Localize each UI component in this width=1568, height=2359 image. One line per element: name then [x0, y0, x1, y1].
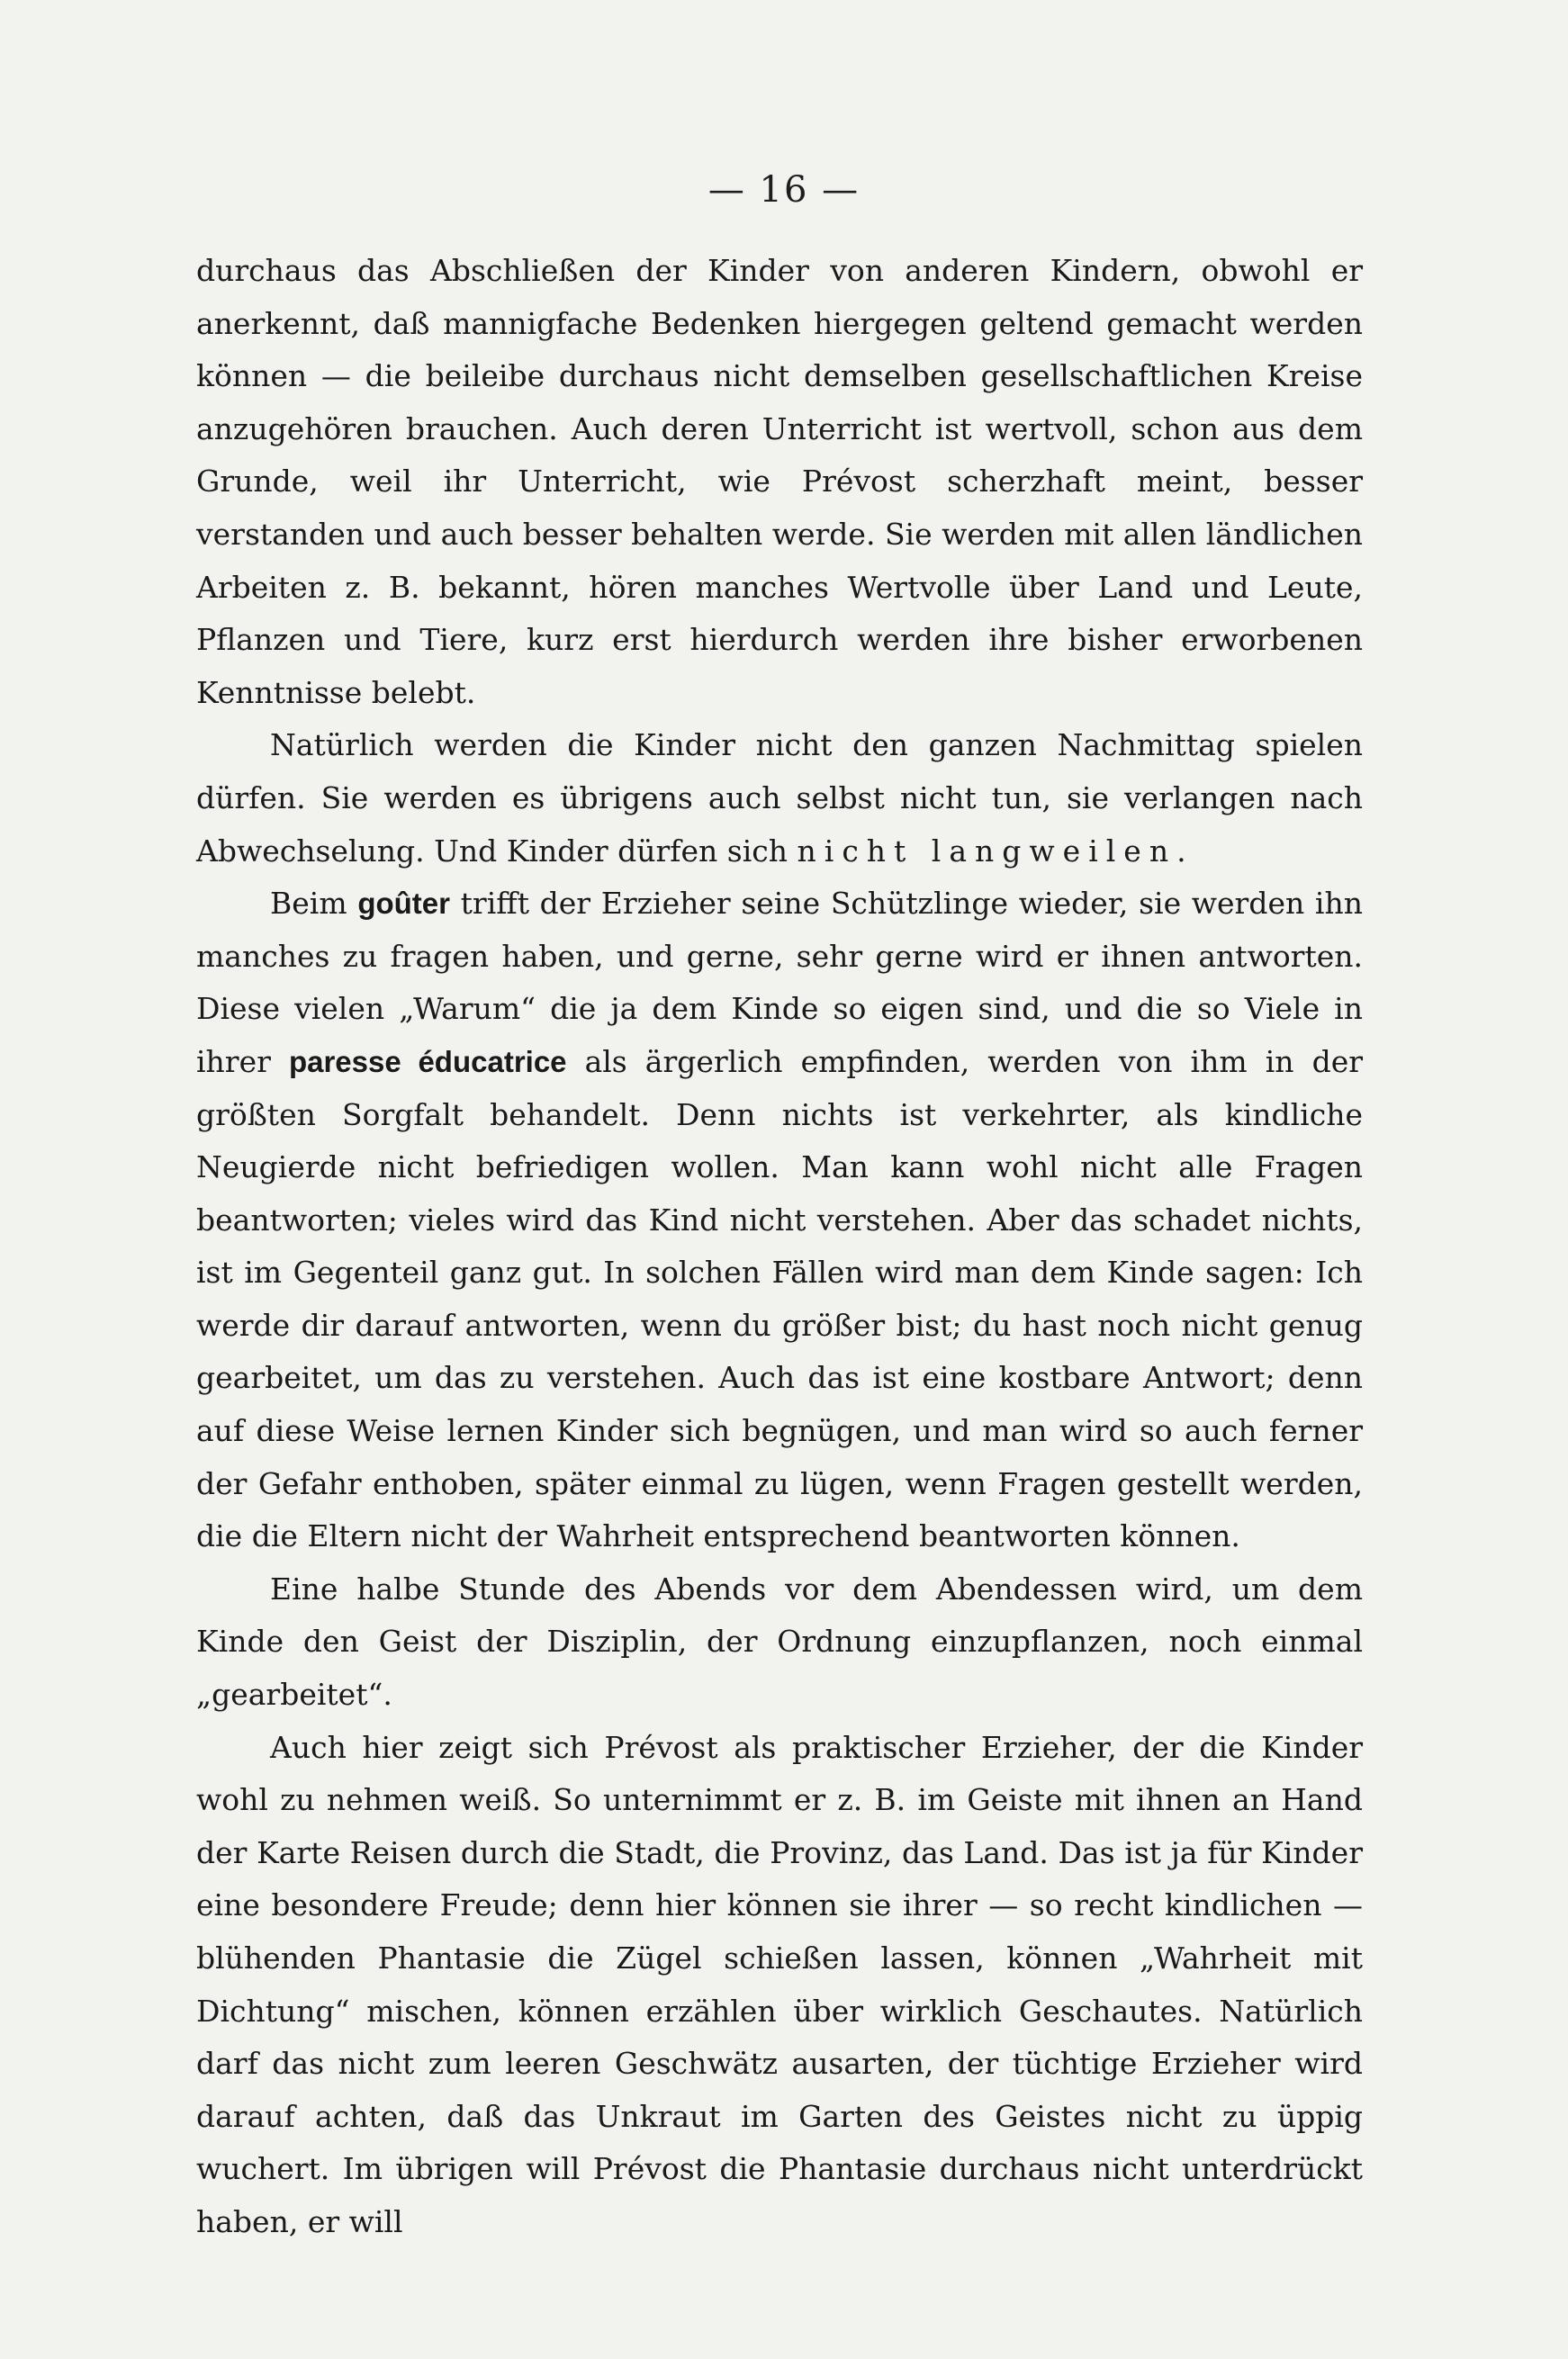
page-number: — 16 — — [707, 169, 861, 211]
paragraph-text: Auch hier zeigt sich Prévost als praktischer Erzieher, der die Kinder wohl zu nehmen weiß. So unternimmt er z. B. im Geiste mit ihnen an Hand der Karte Reisen durch die Stadt, die Provinz, das Land. Das ist ja für Kinder eine besondere Freude; denn hier können sie ihrer — so recht kindlichen — blühenden Phantasie die Zügel schießen lassen, können „Wahrheit mit Dichtung“ mischen, können erzählen über wirklich Geschautes. Natürlich darf das nicht zum leeren Geschwätz ausarten, der tüchtige Erzieher wird darauf achten, daß das Unkraut im Garten des Geistes nicht zu üppig wuchert. Im übrigen will Prévost die Phantasie durchaus nicht unterdrückt haben, er will — [196, 1729, 1363, 2239]
paragraph-4 — [196, 1563, 1363, 1722]
paragraph-text: trifft der Erzieher seine Schützlinge wieder, sie werden ihn manches zu fragen haben, und gerne, sehr gerne wird er ihnen antworten. Diese vielen „Warum“ die ja dem Kinde so eigen sind, und die so Viele in ihrer — [196, 886, 1363, 1079]
emphasized-spaced-text: nicht langweilen — [797, 833, 1177, 869]
paragraph-1 — [196, 245, 1363, 719]
paragraph-5 — [196, 1722, 1363, 2249]
paragraph-text: Eine halbe Stunde des Abends vor dem Abendessen wird, um dem Kinde den Geist der Disziplin, der Ordnung einzupflanzen, noch einmal „gearbeitet“. — [196, 1571, 1363, 1713]
french-term: paresse éducatrice — [288, 1044, 567, 1078]
body-text — [196, 245, 1363, 2249]
paragraph-text: als ärgerlich empfinden, werden von ihm in der größten Sorgfalt behandelt. Denn nichts ist verkehrter, als kindliche Neugierde nicht befriedigen wollen. Man kann wohl nicht alle Fragen beantworten; vieles wird das Kind nicht verstehen. Aber das schadet nichts, ist im Gegenteil ganz gut. In solchen Fällen wird man dem Kinde sagen: Ich werde dir darauf antworten, wenn du größer bist; du hast noch nicht genug gearbeitet, um das zu verstehen. Auch das ist eine kostbare Antwort; denn auf diese Weise lernen Kinder sich begnügen, und man wird so auch ferner der Gefahr enthoben, später einmal zu lügen, wenn Fragen gestellt werden, die die Eltern nicht der Wahrheit entsprechend beantworten können. — [196, 1043, 1363, 1554]
paragraph-text: . — [1176, 833, 1186, 869]
paragraph-text: Natürlich werden die Kinder nicht den ganzen Nachmittag spielen dürfen. Sie werden es übrigens auch selbst nicht tun, sie verlangen nach Abwechselung. Und Kinder dürfen sich — [196, 727, 1363, 869]
paragraph-2 — [196, 719, 1363, 878]
french-term: goûter — [357, 887, 450, 921]
paragraph-text: durchaus das Abschließen der Kinder von anderen Kindern, obwohl er anerkennt, daß mannigfache Bedenken hiergegen geltend gemacht werden können — die beileibe durchaus nicht demselben gesellschaftlichen Kreise anzugehören brauchen. Auch deren Unterricht ist wertvoll, schon aus dem Grunde, weil ihr Unterricht, wie Prévost scherzhaft meint, besser verstanden und auch besser behalten werde. Sie werden mit allen ländlichen Arbeiten z. B. bekannt, hören manches Wertvolle über Land und Leute, Pflanzen und Tiere, kurz erst hierdurch werden ihre bisher erworbenen Kenntnisse belebt. — [196, 253, 1363, 710]
paragraph-3 — [196, 878, 1363, 1563]
paragraph-text: Beim — [270, 886, 358, 922]
